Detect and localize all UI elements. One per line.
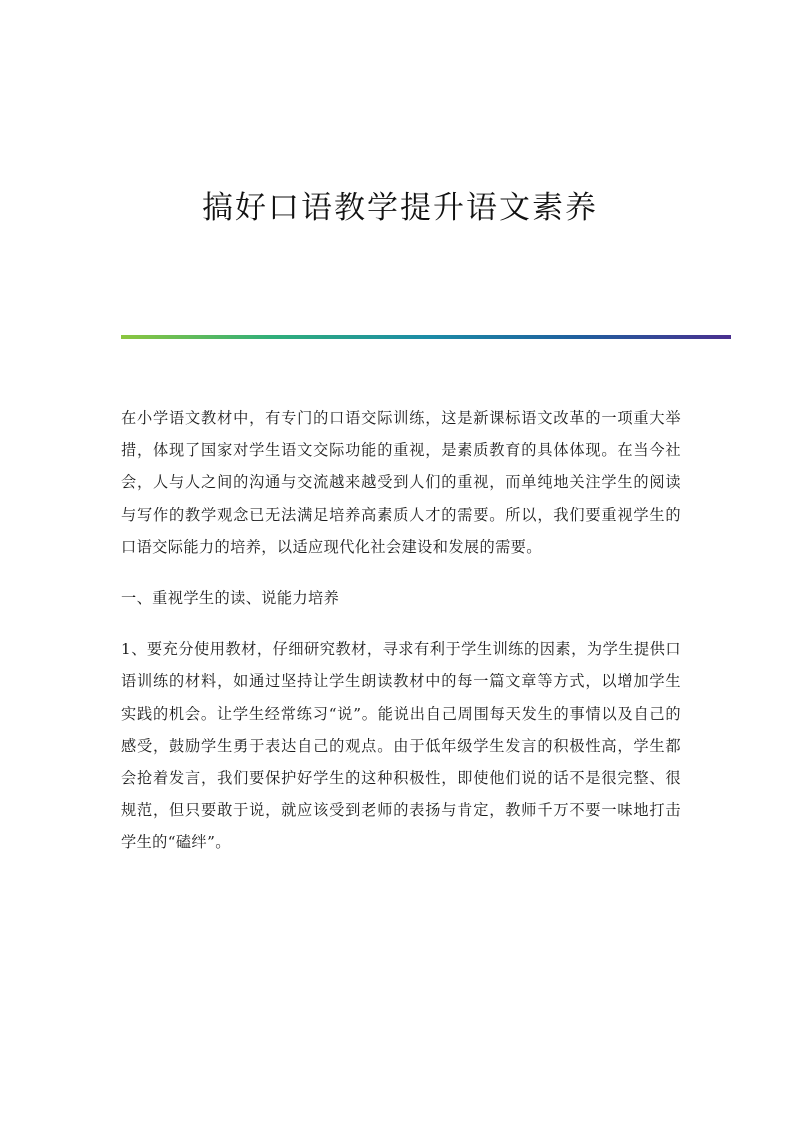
body-text bbox=[121, 402, 681, 878]
page-title: 搞好口语教学提升语文素养 bbox=[202, 190, 598, 226]
section-heading: 一、重视学生的读、说能力培养 bbox=[121, 589, 340, 608]
intro-paragraph: 在小学语文教材中，有专门的口语交际训练，这是新课标语文改革的一项重大举措，体现了国家对学生语文交际功能的重视，是素质教育的具体体现。在当今社会，人与人之间的沟通与交流越来越受到人们的重视，而单纯地关注学生的阅读与写作的教学观念已无法满足培养高素质人才的需要。所以，我们要重视学生的口语交际能力的培养，以适应现代化社会建设和发展的需要。 bbox=[121, 409, 681, 556]
gradient-divider bbox=[121, 335, 731, 339]
section-paragraph: 1、要充分使用教材，仔细研究教材，寻求有利于学生训练的因素，为学生提供口语训练的材料，如通过坚持让学生朗读教材中的每一篇文章等方式，以增加学生实践的机会。让学生经常练习“说”。能说出自己周围每天发生的事情以及自己的感受，鼓励学生勇于表达自己的观点。由于低年级学生发言的积极性高，学生都会抢着发言，我们要保护好学生的这种积极性，即使他们说的话不是很完整、很规范，但只要敢于说，就应该受到老师的表扬与肯定，教师千万不要一味地打击学生的“磕绊”。 bbox=[121, 640, 681, 852]
